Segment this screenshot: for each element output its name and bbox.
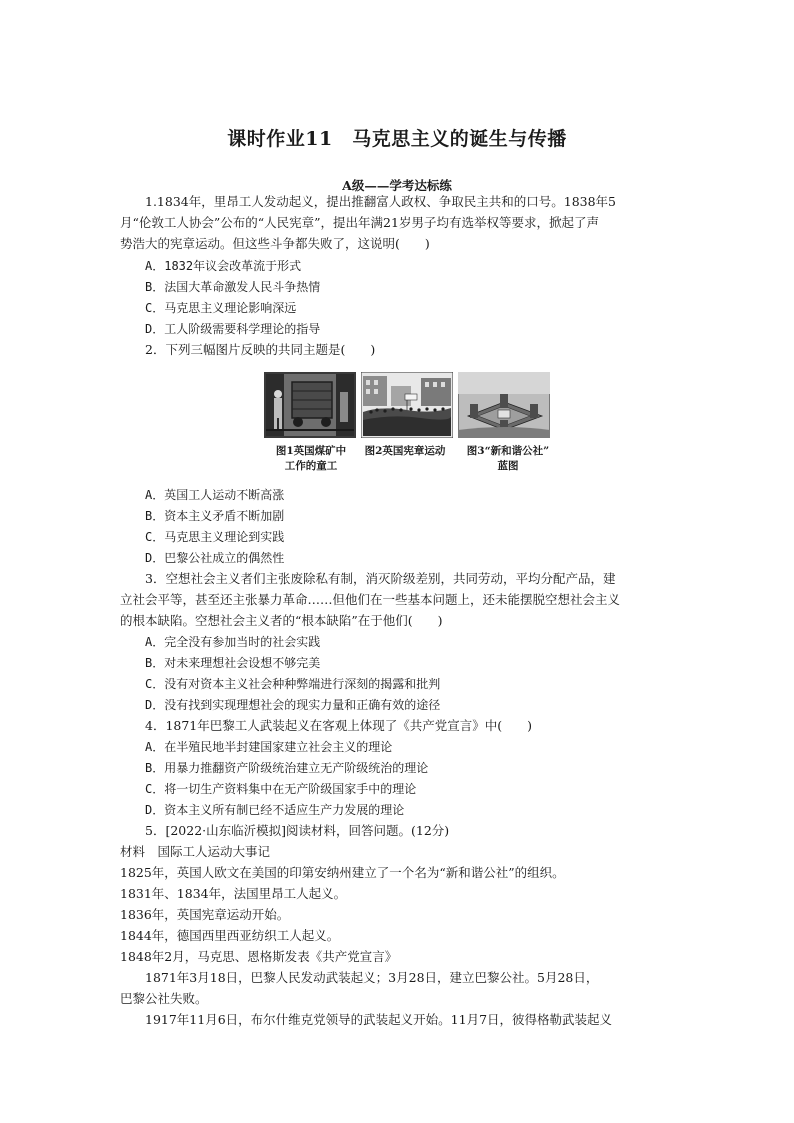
q3-stem-line-3: 的根本缺陷。空想社会主义者的“根本缺陷”在于他们( ): [120, 613, 443, 628]
q5-event-1844: 1844年，德国西里西亚纺织工人起义。: [120, 928, 340, 943]
q5-event-1848: 1848年2月，马克思、恩格斯发表《共产党宣言》: [120, 949, 398, 964]
q1-option-b: B．法国大革命激发人民斗争热情: [145, 280, 321, 294]
q3-stem-line-2: 立社会平等，甚至还主张暴力革命……但他们在一些基本问题上，还未能摆脱空想社会主义: [120, 592, 621, 607]
q4-option-d: D．资本主义所有制已经不适应生产力发展的理论: [145, 803, 405, 817]
q2-option-c: C．马克思主义理论到实践: [145, 530, 285, 544]
q3-option-b: B．对未来理想社会设想不够完美: [145, 656, 321, 670]
figure-1-caption-line-1: 图1英国煤矿中: [275, 445, 347, 457]
section-heading: A级——学考达标练: [342, 178, 452, 193]
q2-stem: 2．下列三幅图片反映的共同主题是( ): [145, 342, 376, 357]
figure-chartist-movement: [361, 372, 453, 438]
q1-option-c: C．马克思主义理论影响深远: [145, 301, 297, 315]
q3-option-d: D．没有找到实现理想社会的现实力量和正确有效的途径: [145, 698, 441, 712]
q3-stem-line-1: 3．空想社会主义者们主张废除私有制，消灭阶级差别，共同劳动，平均分配产品，建: [145, 571, 616, 586]
q5-stem: 5．[2022·山东临沂模拟]阅读材料，回答问题。(12分): [145, 823, 450, 838]
figure-new-harmony-blueprint: [458, 372, 550, 438]
q1-stem-line-2: 月“伦敦工人协会”公布的“人民宪章”，提出年满21岁男子均有选举权等要求，掀起了声: [120, 215, 599, 230]
q2-option-d: D．巴黎公社成立的偶然性: [145, 551, 285, 565]
q3-option-c: C．没有对资本主义社会种种弊端进行深刻的揭露和批判: [145, 677, 441, 691]
q4-option-a: A．在半殖民地半封建国家建立社会主义的理论: [145, 740, 393, 754]
q4-option-c: C．将一切生产资料集中在无产阶级国家手中的理论: [145, 782, 417, 796]
q2-figures: [264, 372, 554, 438]
figure-3-caption-line-1: 图3“新和谐公社”: [466, 445, 550, 457]
q5-event-1831: 1831年、1834年，法国里昂工人起义。: [120, 886, 347, 901]
page-title: 课时作业11 马克思主义的诞生与传播: [227, 128, 567, 150]
q5-event-1836: 1836年，英国宪章运动开始。: [120, 907, 290, 922]
figure-3-caption-line-2: 蓝图: [497, 460, 519, 472]
q4-stem: 4．1871年巴黎工人武装起义在客观上体现了《共产党宣言》中( ): [145, 718, 533, 733]
q3-option-a: A．完全没有参加当时的社会实践: [145, 635, 321, 649]
q2-option-b: B．资本主义矛盾不断加剧: [145, 509, 285, 523]
q5-material-title: 材料 国际工人运动大事记: [120, 844, 271, 859]
q1-stem-line-1: 1.1834年，里昂工人发动起义，提出推翻富人政权、争取民主共和的口号。1838年5: [145, 194, 617, 209]
q5-event-1825: 1825年，英国人欧文在美国的印第安纳州建立了一个名为“新和谐公社”的组织。: [120, 865, 565, 880]
q2-option-a: A．英国工人运动不断高涨: [145, 488, 285, 502]
figure-1-caption-line-2: 工作的童工: [284, 460, 338, 472]
q5-event-1917: 1917年11月6日，布尔什维克党领导的武装起义开始。11月7日，彼得格勒武装起义: [145, 1012, 613, 1027]
q4-option-b: B．用暴力推翻资产阶级统治建立无产阶级统治的理论: [145, 761, 429, 775]
figure-child-coal-miners: [264, 372, 356, 438]
figure-2-caption: 图2英国宪章运动: [364, 445, 446, 457]
q1-stem-line-3: 势浩大的宪章运动。但这些斗争都失败了，这说明( ): [120, 236, 430, 251]
q5-event-1871-line-2: 巴黎公社失败。: [120, 991, 208, 1006]
q1-option-a: A．1832年议会改革流于形式: [145, 259, 302, 273]
q1-option-d: D．工人阶级需要科学理论的指导: [145, 322, 321, 336]
q5-event-1871-line-1: 1871年3月18日，巴黎人民发动武装起义；3月28日，建立巴黎公社。5月28日，: [145, 970, 599, 985]
